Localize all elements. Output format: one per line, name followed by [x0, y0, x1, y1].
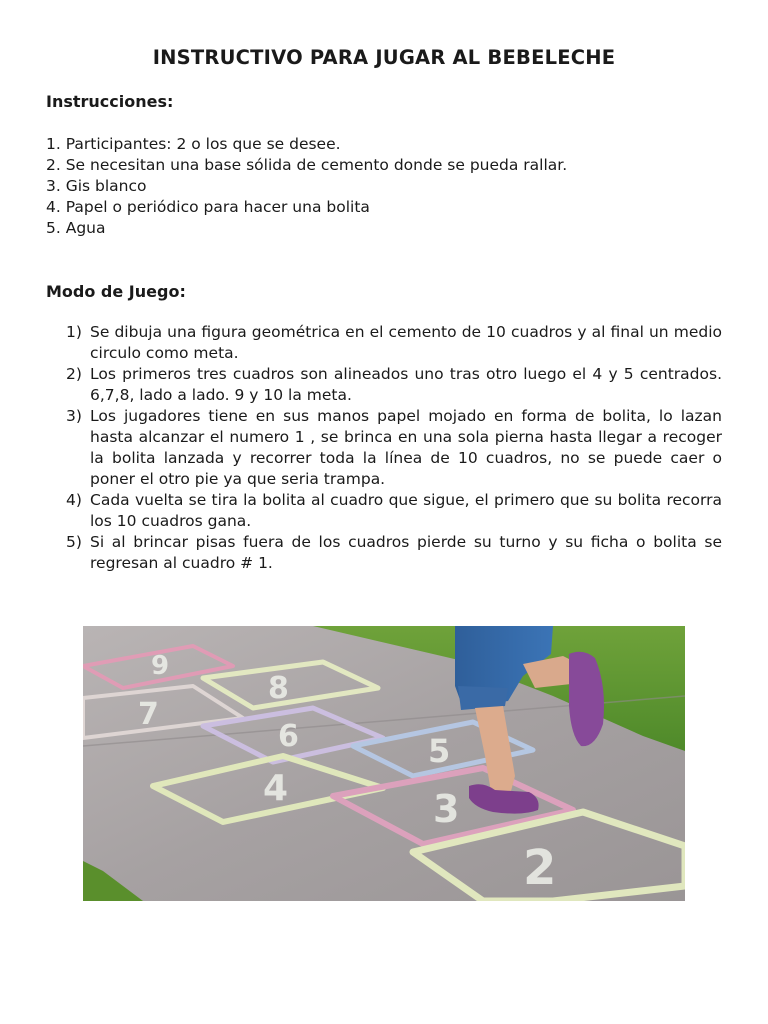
instruction-item: 2. Se necesitan una base sólida de cemento donde se pueda rallar.	[46, 156, 568, 174]
rule-number: 5)	[66, 533, 82, 551]
hopscotch-illustration	[83, 626, 685, 901]
chalk-number: 3	[433, 787, 460, 831]
instructions-heading: Instrucciones:	[46, 92, 174, 111]
rule-item	[60, 532, 722, 574]
document-title: INSTRUCTIVO PARA JUGAR AL BEBELECHE	[152, 46, 616, 69]
chalk-number: 4	[263, 768, 289, 809]
instruction-item: 1. Participantes: 2 o los que se desee.	[46, 135, 341, 153]
chalk-number: 7	[138, 697, 159, 732]
rule-text: Cada vuelta se tira la bolita al cuadro que sigue, el primero que su bolita recorra los 10 cuadros gana.	[90, 491, 722, 530]
instruction-item: 3. Gis blanco	[46, 177, 147, 195]
instruction-item: 5. Agua	[46, 219, 106, 237]
rule-text: Si al brincar pisas fuera de los cuadros pierde su turno y su ficha o bolita se regresan al cuadro # 1.	[90, 533, 722, 572]
instruction-item: 4. Papel o periódico para hacer una bolita	[46, 198, 370, 216]
rule-number: 4)	[66, 491, 82, 509]
chalk-number: 2	[523, 840, 557, 896]
chalk-number: 5	[428, 732, 451, 770]
mode-heading: Modo de Juego:	[46, 282, 186, 301]
hopscotch-photo	[83, 626, 685, 901]
rule-item	[60, 364, 722, 406]
rules-list	[60, 322, 722, 574]
instructions-list	[46, 134, 567, 239]
rule-number: 3)	[66, 407, 82, 425]
rule-item	[60, 322, 722, 364]
chalk-number: 6	[278, 719, 299, 754]
chalk-number: 8	[268, 671, 289, 706]
rule-item	[60, 490, 722, 532]
rule-number: 2)	[66, 365, 82, 383]
rule-number: 1)	[66, 323, 82, 341]
rule-text: Los jugadores tiene en sus manos papel mojado en forma de bolita, lo lazan hasta alcanzar el numero 1 , se brinca en una sola pierna hasta llegar a recoger la bolita lanzada y recorrer toda la línea de 10 cuadros, no se puede caer o poner el otro pie ya que seria trampa.	[90, 407, 722, 488]
rule-item	[60, 406, 722, 490]
rule-text: Los primeros tres cuadros son alineados uno tras otro luego el 4 y 5 centrados. 6,7,8, lado a lado. 9 y 10 la meta.	[90, 365, 722, 404]
chalk-number: 9	[151, 651, 170, 681]
rule-text: Se dibuja una figura geométrica en el cemento de 10 cuadros y al final un medio circulo como meta.	[90, 323, 722, 362]
